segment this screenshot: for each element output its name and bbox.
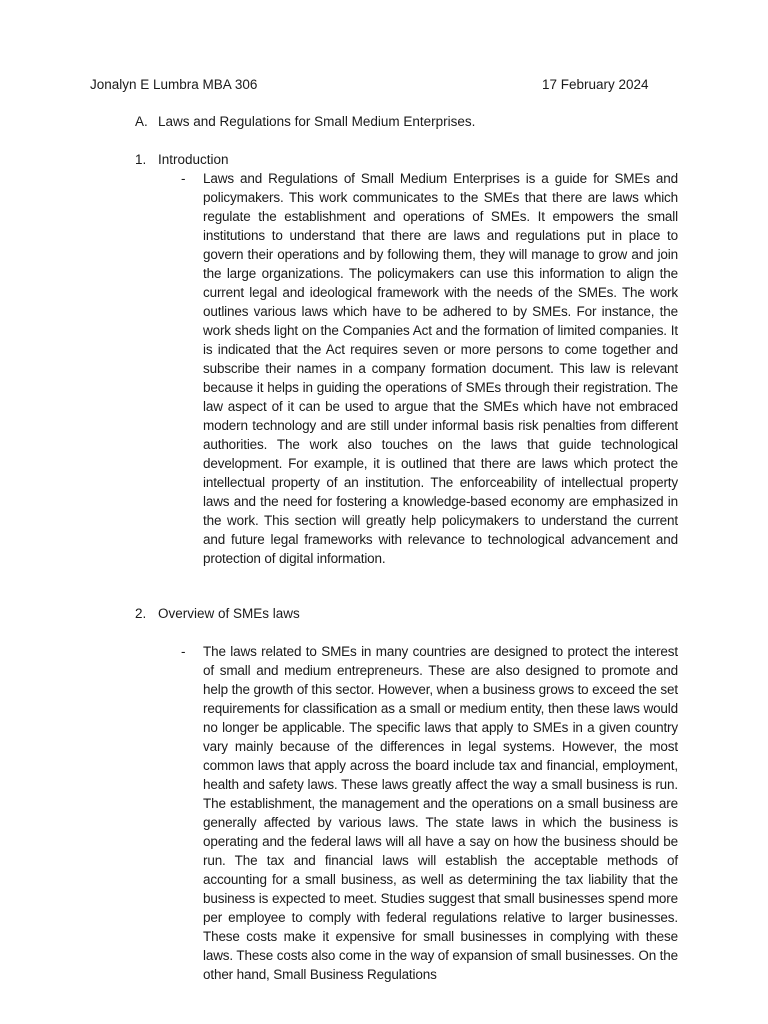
document-date: 17 February 2024 — [542, 77, 649, 92]
section-2-bullet — [181, 642, 678, 984]
section-1-heading — [135, 150, 229, 169]
section-2-paragraph: The laws related to SMEs in many countries are designed to protect the interest of small and medium entrepreneurs. These are also designed to promote and help the growth of this sector. However, when a business grows to exceed the set requirements for classification as a small or medium entity, then these laws would no longer be applicable. The specific laws that apply to SMEs in a given country vary mainly because of the differences in legal systems. However, the most common laws that apply across the board include tax and financial, employment, health and safety laws. These laws greatly affect the way a small business is run. The establishment, the management and the operations on a small business are generally affected by various laws. The state laws in which the business is operating and the federal laws will all have a say on how the business should be run. The tax and financial laws will establish the acceptable methods of accounting for a small business, as well as determining the tax liability that the business is expected to meet. Studies suggest that small businesses spend more per employee to comply with federal regulations relative to larger businesses. These costs make it expensive for small businesses in complying with these laws. These costs also come in the way of expansion of small businesses. On the other hand, Small Business Regulations — [203, 644, 678, 982]
section-a-heading — [135, 112, 475, 131]
section-a-marker: A. — [135, 114, 148, 129]
bullet-dash: - — [181, 171, 186, 186]
section-1-paragraph: Laws and Regulations of Small Medium Enterprises is a guide for SMEs and policymakers. This work communicates to the SMEs that there are laws which regulate the establishment and operations of SMEs. It empowers the small institutions to understand that there are laws and regulations put in place to govern their operations and by following them, they will manage to grow and join the large organizations. The policymakers can use this information to align the current legal and ideological framework with the needs of the SMEs. The work outlines various laws which have to be adhered to by SMEs. For instance, the work sheds light on the Companies Act and the formation of limited companies. It is indicated that the Act requires seven or more persons to come together and subscribe their names in a company formation document. This law is relevant because it helps in guiding the operations of SMEs through their registration. The law aspect of it can be used to argue that the SMEs which have not embraced modern technology and are still under informal basis risk penalties from different authorities. The work also touches on the laws that guide technological development. For example, it is outlined that there are laws which protect the intellectual property of an institution. The enforceability of intellectual property laws and the need for fostering a knowledge-based economy are emphasized in the work. This section will greatly help policymakers to understand the current and future legal frameworks with relevance to technological advancement and protection of digital information. — [203, 171, 678, 566]
section-1-title: Introduction — [158, 152, 229, 167]
author-line: Jonalyn E Lumbra MBA 306 — [90, 77, 258, 92]
section-2-heading — [135, 604, 300, 623]
section-1-number: 1. — [135, 152, 147, 167]
section-2-title: Overview of SMEs laws — [158, 606, 300, 621]
section-a-title: Laws and Regulations for Small Medium Enterprises. — [158, 114, 476, 129]
section-2-number: 2. — [135, 606, 147, 621]
section-1-bullet — [181, 169, 678, 568]
bullet-dash: - — [181, 644, 186, 659]
